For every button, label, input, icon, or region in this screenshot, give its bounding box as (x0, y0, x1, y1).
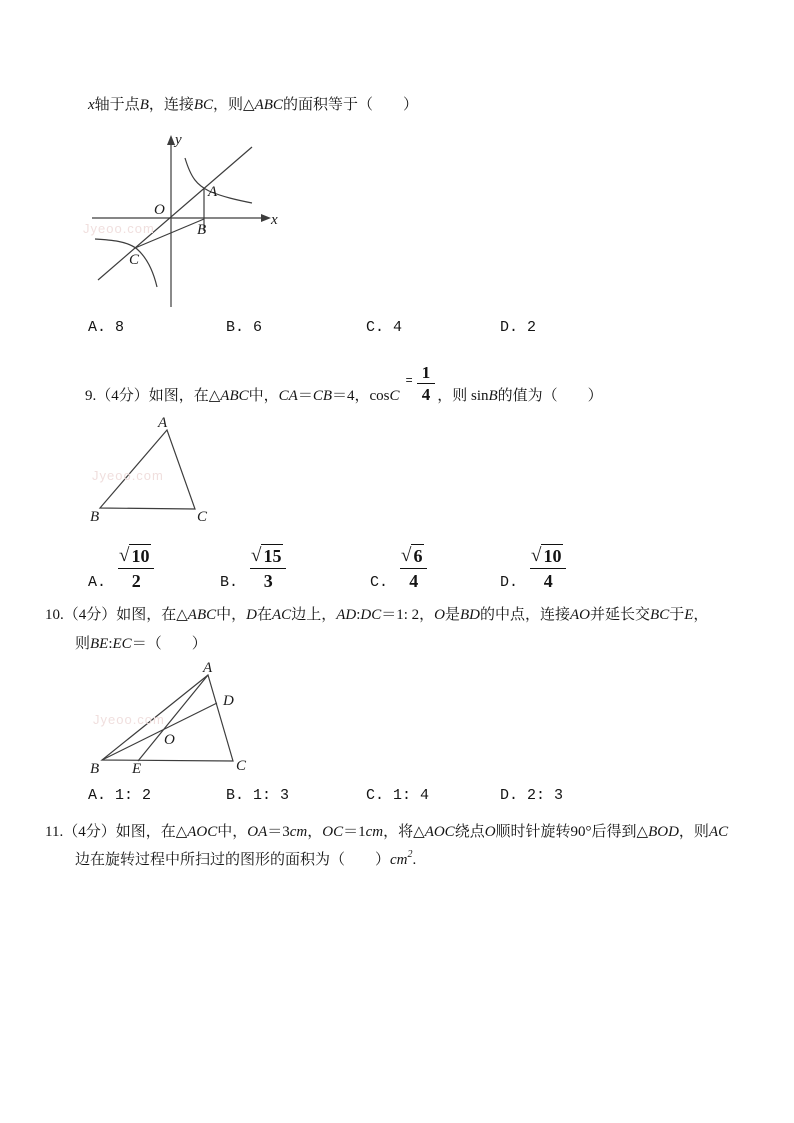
fraction-one-fourth (417, 362, 436, 406)
radical-icon: √ (251, 545, 262, 566)
label-a: A (203, 660, 213, 676)
watermark: Jyeoo.com (83, 221, 155, 236)
label-d: D (223, 693, 234, 709)
label-c: C (129, 252, 140, 268)
fraction-numerator: 1 (417, 362, 436, 384)
option-a: A. √ 10 2 (88, 533, 154, 593)
radical-fraction: √ 6 4 (400, 544, 427, 593)
line-through-origin (98, 147, 252, 280)
hyperbola-branch-q3 (95, 239, 157, 287)
option-c: C. 4 (366, 319, 403, 336)
label-c: C (197, 509, 208, 525)
radical-fraction: √ 10 2 (118, 544, 154, 593)
segment-bc (135, 219, 207, 248)
figure-q9-triangle (85, 413, 220, 528)
radical-fraction: √ 15 3 (250, 544, 286, 593)
label-a: A (158, 415, 168, 431)
label-e: E (132, 761, 142, 777)
figure-q8-coordinate-plane (85, 130, 285, 318)
label-b: B (90, 509, 100, 525)
option-c: C. √ 6 4 (370, 533, 427, 593)
segment-bd (102, 703, 217, 760)
watermark: Jyeoo.com (92, 468, 164, 483)
option-b: B. √ 15 3 (220, 533, 286, 593)
question-9-stem-后: ，则 sin B 的值为（ ） (437, 388, 603, 404)
question-9-stem (85, 350, 603, 406)
radical-icon: √ (531, 545, 542, 566)
label-o: O (154, 202, 165, 218)
option-b: B. 6 (226, 319, 263, 336)
question-10-stem-line2: 则 BE : EC ＝（ ） (75, 636, 207, 652)
figure-q10-triangle (88, 660, 256, 777)
x-axis-arrow-icon (261, 214, 271, 222)
option-a: A. 1: 2 (88, 787, 152, 804)
y-axis-arrow-icon (167, 135, 175, 145)
option-d: D. 2 (500, 319, 537, 336)
radical-fraction: √ 10 4 (530, 544, 566, 593)
question-8-stem: x 轴于点 B ，连接 BC ，则△ ABC 的面积等于（ ） (88, 97, 418, 113)
option-b: B. 1: 3 (226, 787, 290, 804)
fraction-denominator: 4 (421, 385, 431, 404)
equals-sign: = (405, 374, 413, 388)
option-c: C. 1: 4 (366, 787, 430, 804)
label-a: A (208, 184, 218, 200)
triangle-abc (100, 430, 195, 509)
radical-icon: √ (119, 545, 130, 566)
label-y: y (175, 132, 182, 148)
watermark: Jyeoo.com (93, 712, 165, 727)
question-10-stem-line1: 10.（4分）如图，在△ ABC 中， D 在 AC 边上， AD : DC ＝1: 2， O 是 BD 的中点，连接 AO 并延长交 BC 于 E ， (45, 607, 709, 623)
question-10-options (0, 786, 794, 808)
label-c: C (236, 758, 247, 774)
option-d: D. √ 10 4 (500, 533, 566, 593)
question-11-stem-line1: 11.（4分）如图，在△ AOC 中， OA ＝3 cm ， OC ＝1 cm ，将△ AOC 绕点 O 顺时针旋转90°后得到△ BOD ，则 AC (45, 824, 729, 840)
question-11-stem-line2: 边在旋转过程中所扫过的图形的面积为（ ） cm 2 . (75, 849, 417, 868)
radical-icon: √ (401, 545, 412, 566)
question-8-options (0, 318, 794, 340)
triangle-abc (102, 675, 233, 761)
option-a: A. 8 (88, 319, 125, 336)
segment-ae (138, 675, 208, 761)
option-d: D. 2: 3 (500, 787, 564, 804)
question-9-stem-前: 9.（4分）如图，在△ ABC 中， CA ＝ CB ＝4，cos C (85, 388, 400, 404)
label-x: x (271, 212, 278, 228)
label-b: B (90, 761, 100, 777)
label-b: B (197, 222, 207, 238)
label-o: O (164, 732, 175, 748)
